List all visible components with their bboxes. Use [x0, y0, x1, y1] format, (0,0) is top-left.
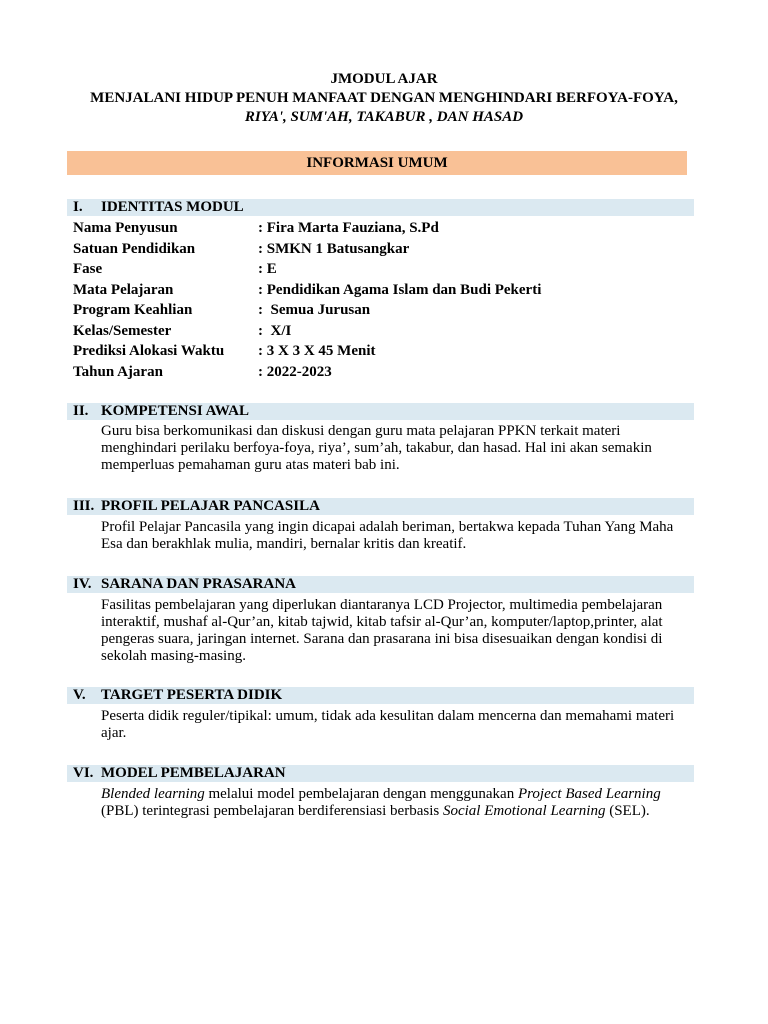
section-number: I. [73, 199, 83, 215]
row-value: : E [258, 261, 277, 277]
paragraph-line: menghindari perilaku berfoya-foya, riya’, sum’ah, takabur, dan hasad. Hal ini akan semakin [101, 440, 652, 456]
section-header-sarana [67, 576, 694, 593]
paragraph-text: (SEL). [605, 803, 650, 819]
row-value: : SMKN 1 Batusangkar [258, 240, 410, 257]
italic-term: Social Emotional Learning [442, 803, 606, 819]
row-label: Kelas/Semester [73, 322, 172, 339]
section-title: SARANA DAN PRASARANA [101, 576, 297, 592]
paragraph-line: sekolah masing-masing. [101, 648, 246, 664]
model-paragraph [101, 786, 697, 820]
paragraph-line: Esa dan berakhlak mulia, mandiri, bernalar kritis dan kreatif. [101, 536, 467, 552]
row-label: Mata Pelajaran [73, 281, 174, 298]
section-number: II. [73, 403, 89, 419]
kompetensi-paragraph [101, 423, 697, 474]
section-title: PROFIL PELAJAR PANCASILA [101, 498, 320, 514]
paragraph-line [101, 786, 697, 803]
row-value: : Fira Marta Fauziana, S.Pd [258, 220, 439, 236]
row-value: : 3 X 3 X 45 Menit [258, 343, 376, 359]
row-label: Program Keahlian [73, 302, 193, 318]
paragraph-line: interaktif, mushaf al-Qur’an, kitab tajwid, kitab tafsir al-Qur’an, komputer/laptop,printer, alat [101, 614, 663, 630]
section-number: VI. [73, 765, 94, 781]
row-label: Prediksi Alokasi Waktu [73, 343, 225, 359]
section-number: IV. [73, 576, 92, 592]
document-title [40, 70, 728, 127]
section-header-model [67, 765, 694, 782]
row-label: Fase [73, 261, 103, 277]
title-line-3 [40, 108, 728, 127]
section-title: KOMPETENSI AWAL [101, 403, 249, 419]
paragraph-line: pengeras suara, jaringan internet. Sarana dan prasarana ini bisa disesuaikan dengan kondisi di [101, 631, 663, 647]
row-label: Satuan Pendidikan [73, 240, 196, 257]
row-label: Nama Penyusun [73, 220, 178, 236]
paragraph-line: ajar. [101, 725, 127, 741]
title-line-1: JMODUL AJAR [330, 71, 438, 87]
row-value: : 2022-2023 [258, 363, 332, 380]
section-number: V. [73, 687, 86, 703]
section-header-target [67, 687, 694, 704]
paragraph-line: Fasilitas pembelajaran yang diperlukan diantaranya LCD Projector, multimedia pembelajaran [101, 597, 663, 613]
row-value: : Pendidikan Agama Islam dan Budi Pekerti [258, 281, 542, 298]
section-header-profil [67, 498, 694, 515]
profil-paragraph [101, 519, 697, 553]
target-paragraph [101, 708, 697, 742]
informasi-umum-banner: INFORMASI UMUM [67, 151, 687, 175]
paragraph-line [101, 803, 697, 820]
row-value: : Semua Jurusan [258, 302, 371, 318]
section-number: III. [73, 498, 95, 514]
section-title: TARGET PESERTA DIDIK [101, 687, 283, 703]
row-value: : X/I [258, 322, 292, 339]
paragraph-line: Guru bisa berkomunikasi dan diskusi dengan guru mata pelajaran PPKN terkait materi [101, 423, 621, 439]
title-line-2: MENJALANI HIDUP PENUH MANFAAT DENGAN MENGHINDARI BERFOYA-FOYA, [90, 90, 678, 106]
section-title: IDENTITAS MODUL [101, 199, 244, 215]
title-line-3-text: RIYA', SUM'AH, TAKABUR , DAN HASAD [244, 109, 524, 125]
italic-term: Project Based Learning [517, 786, 661, 802]
row-label: Tahun Ajaran [73, 363, 163, 380]
paragraph-line: Peserta didik reguler/tipikal: umum, tidak ada kesulitan dalam mencerna dan memahami materi [101, 708, 675, 724]
sarana-paragraph [101, 597, 697, 665]
paragraph-text: melalui model pembelajaran dengan menggunakan [204, 786, 518, 802]
paragraph-line: Profil Pelajar Pancasila yang ingin dicapai adalah beriman, bertakwa kepada Tuhan Yang Maha [101, 519, 674, 535]
paragraph-text: (PBL) terintegrasi pembelajaran berdiferensiasi berbasis [101, 803, 443, 819]
paragraph-line: memperluas pemahaman guru atas materi bab ini. [101, 457, 400, 473]
italic-term: Blended learning [101, 786, 205, 802]
section-title: MODEL PEMBELAJARAN [101, 765, 286, 781]
section-header-kompetensi [67, 403, 694, 420]
section-header-identitas [67, 199, 694, 216]
